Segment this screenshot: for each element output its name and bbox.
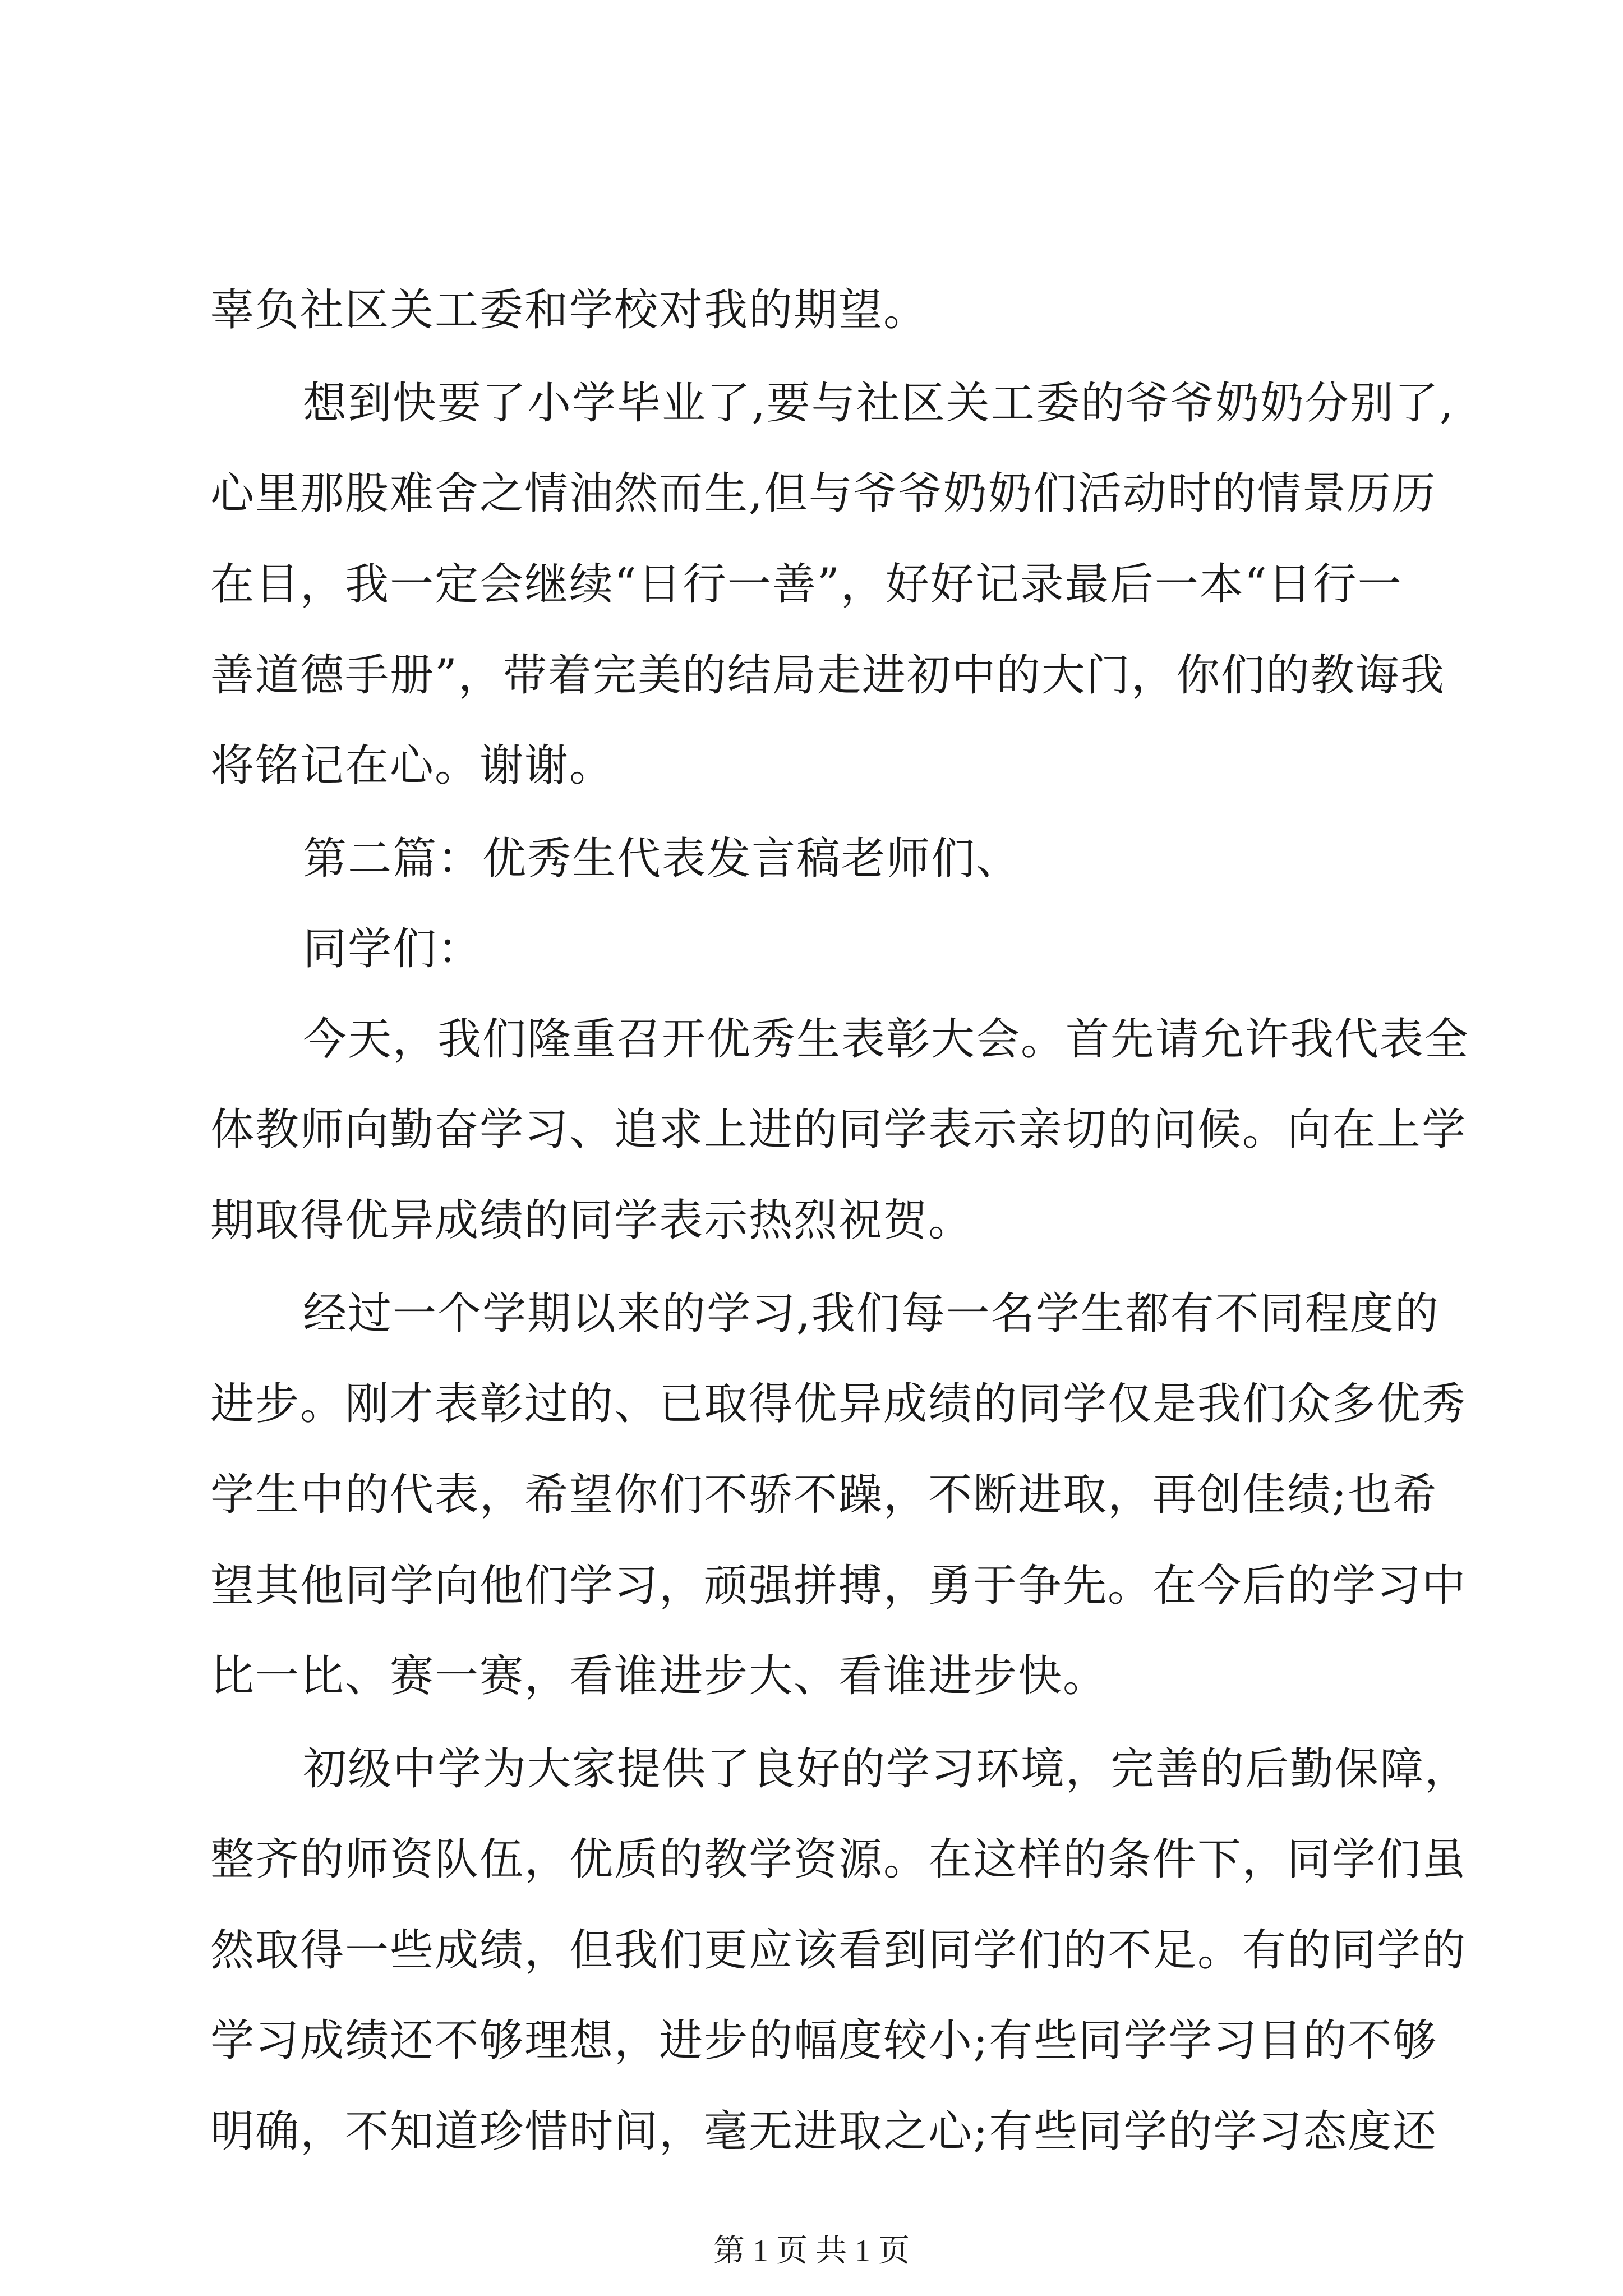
paragraph-line: 在目，我一定会继续“日行一善”，好好记录最后一本“日行一 [210,559,1403,610]
paragraph-line: 学生中的代表，希望你们不骄不躁，不断进取，再创佳绩;也希 [210,1470,1438,1520]
paragraph-line: 想到快要了小学毕业了,要与社区关工委的爷爷奶奶分别了, [303,378,1455,429]
paragraph-line: 辜负社区关工委和学校对我的期望。 [210,285,929,335]
salutation: 同学们： [303,924,483,974]
paragraph-line: 学习成绩还不够理想，进步的幅度较小;有些同学学习目的不够 [210,2016,1438,2066]
paragraph-line: 将铭记在心。谢谢。 [210,740,615,791]
paragraph-line: 心里那股难舍之情油然而生,但与爷爷奶奶们活动时的情景历历 [210,468,1437,519]
paragraph-line: 明确，不知道珍惜时间，毫无进取之心;有些同学的学习态度还 [210,2106,1438,2157]
paragraph-line: 善道德手册”，带着完美的结局走进初中的大门，你们的教诲我 [210,650,1445,701]
paragraph-line: 望其他同学向他们学习，顽强拼搏，勇于争先。在今后的学习中 [210,1561,1467,1611]
paragraph-line: 经过一个学期以来的学习,我们每一名学生都有不同程度的 [303,1289,1440,1339]
paragraph-line: 然取得一些成绩，但我们更应该看到同学们的不足。有的同学的 [210,1925,1467,1976]
paragraph-line: 比一比、赛一赛，看谁进步大、看谁进步快。 [210,1651,1108,1701]
page-number-footer: 第 1 页 共 1 页 [713,2234,910,2269]
paragraph-line: 进步。刚才表彰过的、已取得优异成绩的同学仅是我们众多优秀 [210,1379,1467,1429]
section-heading: 第二篇：优秀生代表发言稿老师们、 [303,834,1021,884]
paragraph-line: 初级中学为大家提供了良好的学习环境，完善的后勤保障， [303,1744,1470,1795]
paragraph-line: 今天，我们隆重召开优秀生表彰大会。首先请允许我代表全 [303,1014,1470,1065]
paragraph-line: 期取得优异成绩的同学表示热烈祝贺。 [210,1195,974,1246]
paragraph-line: 整齐的师资队伍，优质的教学资源。在这样的条件下，同学们虽 [210,1834,1467,1885]
paragraph-line: 体教师向勤奋学习、追求上进的同学表示亲切的问候。向在上学 [210,1105,1467,1155]
